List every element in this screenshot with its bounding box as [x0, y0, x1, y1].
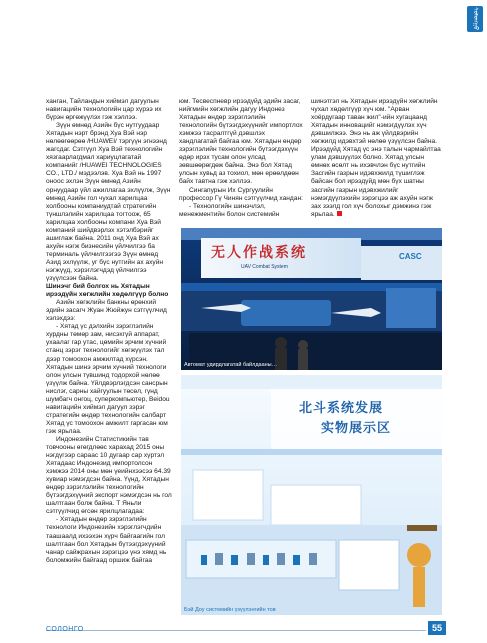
beidou-sign-line-2: 实物展示区 — [321, 421, 392, 436]
paragraph: Индонезийн Статистикийн тав товчооны өгөгдлөөс харахад 2015 оны нэгдүгээр сараас 10 дугаар сар хүртэл Хятадаас Индонезид импортолсон хэмжээ 2014 оны мөн үеийнхээсээ 64.39 хувиар нэмэгдсэн байна. Үүнд, Хятадын өндөр зэрэглэлийн технологийн бүтээгдэхүүний экспорт нэмэгдсэн нь гол шалтгаан болж байна. Т Яньли сэтгүүлчид өгсөн ярилцлагадаа: — [46, 435, 174, 516]
text-column-3 — [311, 98, 441, 219]
photo-caption: Автомат удирдлагатай байлдааны… — [184, 362, 278, 368]
footer-divider — [46, 630, 426, 631]
paragraph: Азийн хөгжлийн банкны өрөнхий эдийн засагч Жуан Жюйжун сэтгүүлчид хэлэхдээ: — [46, 299, 169, 323]
exhibition-sign-text: UAV Combat System — [241, 264, 288, 270]
paragraph: юм. Тесвеспневр ирээдүйд эдийн засаг, нийгмийн хөгжлийн дагуу Индонез Хятадын өндөр зэрэглэлийн технологийн бүтээгдэхүүнийг импортлох хэмжээ тасралтгүй дэвшлэх хандлагатай байгаа юм. Хятадын өндөр зэрэглэлийн технологийн бүтээгдэхүүн өдөр ирэх тусам олон улсад зөвшөөрөгдөж байна. Энэ бол Хятад улсын хувьд аз тохиол, мөн ерөөлдөөн байх тавтна гэж хэллээ. — [179, 98, 305, 186]
paragraph — [311, 98, 441, 219]
paragraph: Сингапурын Их Сургуулийн профессор Гү Чинян сэтгүүлчид хандан: — [179, 186, 303, 202]
paragraph: Зүүн өмнөд Азийн бүс нутгуудаар Хятадын нэрт брэнд Хуа Вэй нэр нөлөөгөөрөө /HUAWEI/ тэргүүн эгнээнд жагсдаг. Сэтгүүл Хуа Вэй технологийн хязгаарлагдмал хариуцлагатай компанийг /HUAWEI TECHNOLOGIES CO., LTD./ мэдээлэв. Хуа Вэй нь 1997 оноос эхлэн Зүүн өмнөд Азийн орнуудаар үйл ажиллагаа эхлүүлж, Зүүн өмнөд Азийн гол чухал харилцаа холбооны компаниудтай стратегийн түншлэлийн харилцаа тогтоож, 65 харилцаа холбооны компани Хуа Вэй компаний шийдвэрлэх хэтэлбэрийг ашиглаж байна. 2011 онд Хуа Вэй ах ахуйн нэгж бизнесийн үйлчилгээ ба терминаль үйлчилгээгээ Зүүн өмнөд Азид эхлүүлж, уг бүс нутгийн ах ахуйн нэгжүүд, хэрэглэгчдэд үйлчилгээ үзүүлсээн байна. — [46, 122, 173, 283]
section-tab-label: ᠰᠣᠯᠣᠩᠭ᠋ᠣ — [472, 7, 479, 31]
text-column-1 — [46, 98, 174, 565]
exhibition-photo-uav — [181, 228, 442, 370]
beidou-sign-line-1: 北斗系统发展 — [299, 401, 384, 416]
photo-caption: Бэй Доу системийн үзүүлэнгийн тов — [184, 607, 276, 613]
text-column-2 — [179, 98, 304, 219]
paragraph: ханган, Тайландын хиймэл дагуулын навигацийн технологийн цар хүрээ их бүрэн өргөжүүлэх гэж хэллээ. — [46, 98, 164, 122]
paragraph: - Хятадын өндөр зэрэглэлийн технологи Индонезийн хэрэглэгчдийн таашаалд ихээхэн хүрч байгаагийн гол шалтгаан бол Хятадын бүтээгдэхүүний чанар сайжрахын зэрэгцээ үнэ хямд нь боломжийн байгаад оршиж байгаа — [46, 516, 169, 564]
paragraph: - Хятад үс дэлхийн зэрэглэлийн хурдны төмөр зам, нисэхгүй аппарат, ухаалаг гар утас, цөмийн эрчим хүчний станц зэрэг технологийг хөгжүүлэх тал дээр томоохон амжилтад хүрсэн. Хятадын шинэ эрчим хүчний технологи олон улсын түвшинд тодорхой нөлөө үзүүлж байна. Үйлдвэрлэгдсэн сансрын нислэг, сарны хайгуулын төсөл, гүнд шумбагч онгоц, суперкомпьютер, Beidou навигацийн хиймэл дагуул зэрэг стратегийн өндөр технологийн салбарт Хятад үс томоохон амжилт гаргасан юм гэж ярьлаа. — [46, 323, 172, 435]
paragraph-text: шинэтгэл нь Хятадын ирээдүйн хөгжлийн чухал хөдөлгүүр хүч юм. "Арван хоёрдугаар таван жил"-ийн хугацаанд Хятадын инновацийг нэмэгдүүлэх хүч дэвшилжээ. Энэ нь аж үйлдвэрийн хөгжилд идэвхтэй нөлөө үзүүлсэн байна. Ирээдүйд Хятад үс энэ талын чармайлтаа улам дэвшүүлэх болно. Хятад улсын өмнөх өсөлт нь ихэвчлэн бүс нутгийн Засгийн газрын идэвхжилд түшиглэж байсан бол ирээдүйд мөн бүх шатны засгийн газрын идэвхжилийг нэмэгдүүлэхийн зэрэгцээ аж ахуйн нэгж зах зээлд гол хүч болохыг дэмжинэ гэж ярьлаа. — [311, 98, 443, 218]
section-subheading: Шинэчг бий болгох нь Хятадын ирээдүйн хөгжлийн хөдөлгүүр болно — [46, 283, 169, 299]
end-of-article-mark — [337, 211, 342, 216]
exhibition-banner-text: 无人作战系统 — [211, 245, 307, 261]
page-number: 55 — [428, 621, 446, 635]
paragraph: - Технологийн шинэчлэл, менежментийн болон системийн — [179, 202, 280, 218]
exhibition-photo-beidou — [181, 375, 442, 615]
casc-logo-text: CASC — [399, 252, 422, 261]
magazine-name: СОЛОНГО — [46, 626, 84, 633]
